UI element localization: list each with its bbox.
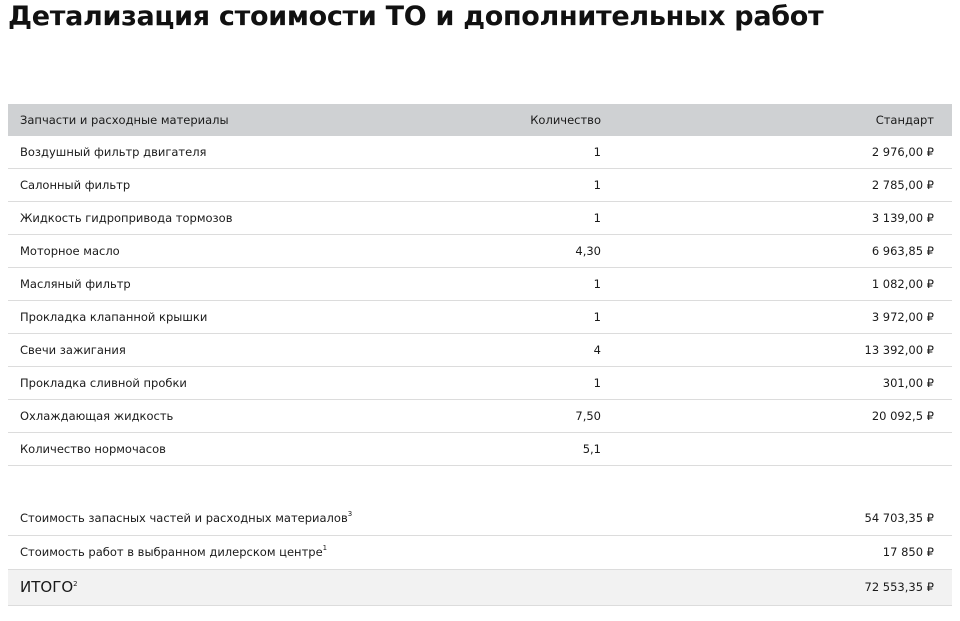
row-name: Прокладка сливной пробки — [20, 376, 187, 390]
row-price: 2 785,00 ₽ — [871, 178, 934, 192]
row-name: Прокладка клапанной крышки — [20, 310, 208, 324]
header-qty: Количество — [530, 113, 601, 127]
row-qty: 1 — [593, 211, 601, 225]
row-qty: 5,1 — [582, 442, 601, 456]
row-price: 301,00 ₽ — [882, 376, 934, 390]
parts-table — [8, 104, 952, 466]
row-name: Охлаждающая жидкость — [20, 409, 174, 423]
table-row — [8, 367, 952, 400]
row-qty: 1 — [593, 277, 601, 291]
table-row — [8, 235, 952, 268]
summary-total-label: ИТОГО$^2$ — [20, 578, 78, 596]
table-row — [8, 334, 952, 367]
row-price: 3 139,00 ₽ — [871, 211, 934, 225]
row-name: Моторное масло — [20, 244, 120, 258]
cost-summary — [8, 502, 952, 606]
row-name: Количество нормочасов — [20, 442, 166, 456]
footnote-mark: 3 — [347, 510, 353, 518]
table-row — [8, 400, 952, 433]
row-name: Свечи зажигания — [20, 343, 126, 357]
summary-parts-value: 54 703,35 ₽ — [864, 511, 934, 525]
footnote-mark: 2 — [73, 580, 78, 588]
row-qty: 1 — [593, 310, 601, 324]
summary-total-value: 72 553,35 ₽ — [864, 580, 934, 594]
row-price: 20 092,5 ₽ — [871, 409, 934, 423]
row-name: Салонный фильтр — [20, 178, 131, 192]
row-qty: 7,50 — [575, 409, 601, 423]
row-price: 2 976,00 ₽ — [871, 145, 934, 159]
row-qty: 4,30 — [575, 244, 601, 258]
summary-parts-row — [8, 502, 952, 536]
row-name: Масляный фильтр — [20, 277, 131, 291]
row-qty: 1 — [593, 178, 601, 192]
footnote-mark: 1 — [322, 544, 328, 552]
table-row — [8, 433, 952, 466]
row-price: 3 972,00 ₽ — [871, 310, 934, 324]
table-row — [8, 202, 952, 235]
header-price: Стандарт — [875, 113, 934, 127]
summary-labor-row — [8, 536, 952, 570]
page-title: Детализация стоимости ТО и дополнительных работ — [8, 1, 824, 32]
summary-total-row — [8, 570, 952, 606]
summary-parts-label: Стоимость запасных частей и расходных материалов$^3$ — [20, 510, 353, 525]
header-name: Запчасти и расходные материалы — [20, 113, 229, 127]
row-name: Воздушный фильтр двигателя — [20, 145, 207, 159]
table-row — [8, 268, 952, 301]
row-price: 6 963,85 ₽ — [871, 244, 934, 258]
table-row — [8, 169, 952, 202]
table-row — [8, 136, 952, 169]
row-qty: 1 — [593, 376, 601, 390]
row-name: Жидкость гидропривода тормозов — [20, 211, 233, 225]
row-price: 1 082,00 ₽ — [871, 277, 934, 291]
row-qty: 1 — [593, 145, 601, 159]
row-qty: 4 — [593, 343, 601, 357]
summary-labor-label: Стоимость работ в выбранном дилерском центре$^1$ — [20, 544, 328, 559]
row-price: 13 392,00 ₽ — [864, 343, 934, 357]
summary-labor-value: 17 850 ₽ — [882, 545, 934, 559]
table-row — [8, 301, 952, 334]
table-header — [8, 104, 952, 136]
